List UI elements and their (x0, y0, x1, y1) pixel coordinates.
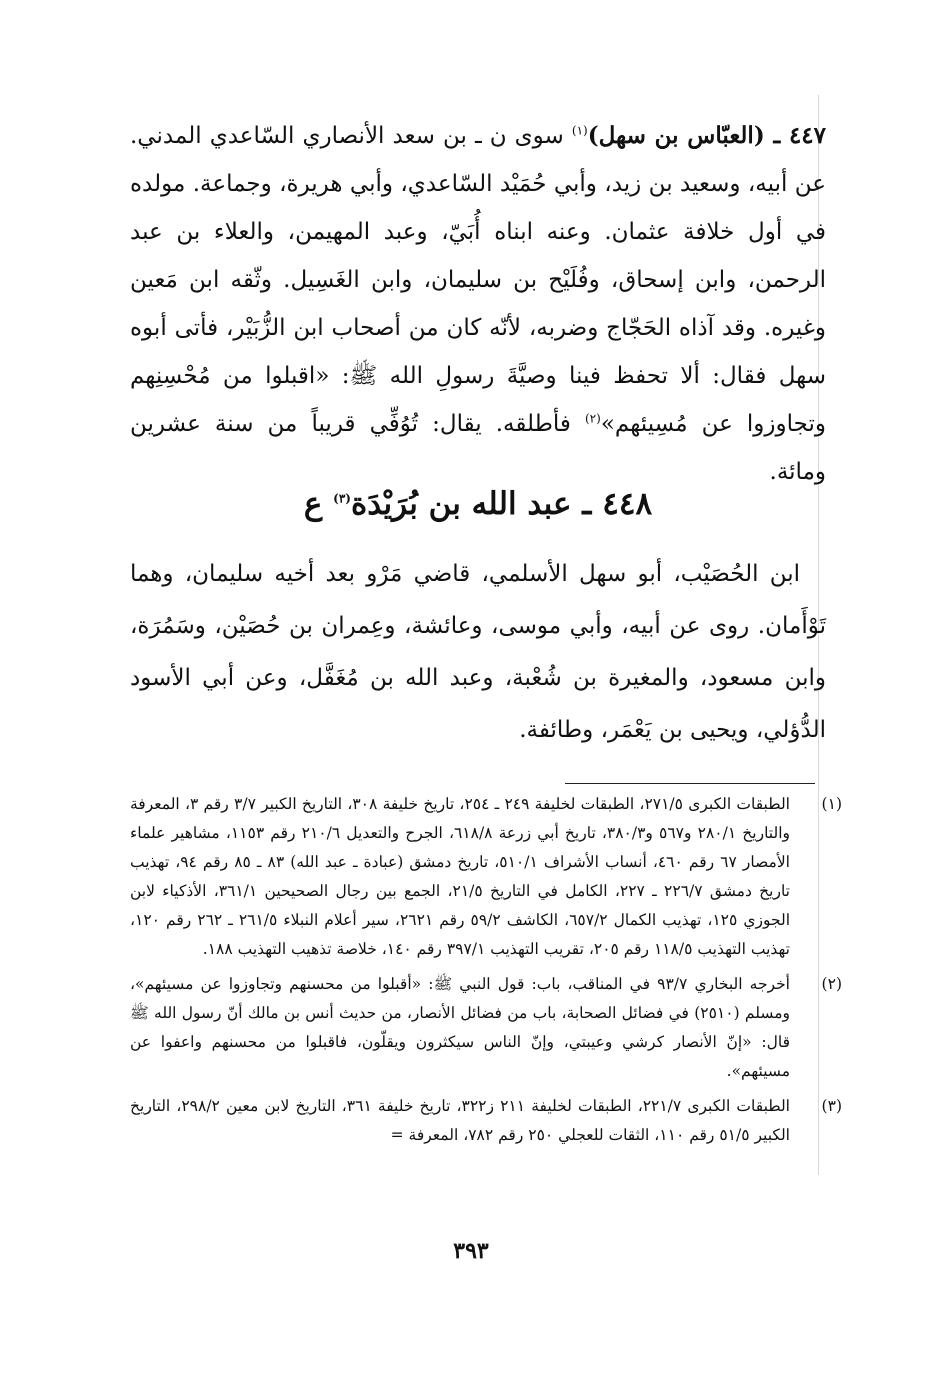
footnote-2-number: (٢) (821, 975, 842, 993)
entry-447-quote-footnote-ref[interactable]: (٢) (584, 411, 601, 426)
entry-448-heading (130, 478, 826, 530)
page-number: ٣٩٣ (453, 1238, 489, 1264)
footnote-1-text: الطبقات الكبرى ٢٧١/٥، الطبقات لخليفة ٢٤٩ ـ ٢٥٤، تاريخ خليفة ٣٠٨، التاريخ الكبير ٣/٧ رقم ٣، المعرفة والتاريخ ٢٨٠/١ و٥٦٧ و٣٨٠/٣، تاريخ أبي زرعة ٦١٨/٨، الجرح والتعديل ٢١٠/٦ رقم ١١٥٣، مشاهير علماء الأمصار ٦٧ رقم ٤٦٠، أنساب الأشراف ٥١٠/١، تاريخ دمشق (عبادة ـ عبد الله) ٨٣ ـ ٨٥ رقم ٩٤، تهذيب تاريخ دمشق ٢٢٦/٧ ـ ٢٢٧، الكامل في التاريخ ٢١/٥، الجمع بين رجال الصحيحين ٣٦١/١، الأذكياء لابن الجوزي ١٢٥، تهذيب الكمال ٦٥٧/٢، الكاشف ٥٩/٢ رقم ٢٦٢١، سير أعلام النبلاء ٢٦١/٥ ـ ٢٦٢ رقم ١٢٠، تهذيب التهذيب ١١٨/٥ رقم ٢٠٥، تقريب التهذيب ٣٩٧/١ رقم ١٤٠، خلاصة تذهيب التهذيب ١٨٨. (130, 795, 791, 958)
entry-447-heading-footnote-ref[interactable]: (١) (571, 123, 588, 138)
entry-447 (130, 112, 826, 496)
footnote-3-text: الطبقات الكبرى ٢٢١/٧، الطبقات لخليفة ٢١١ ز٣٢٢، تاريخ خليفة ٣٦١، التاريخ لابن معين ٢٩٨/٢، التاريخ الكبير ٥١/٥ رقم ١١٠، الثقات للعجلي ٢٥٠ رقم ٧٨٢، المعرفة = (130, 1097, 790, 1144)
footnote-2 (130, 970, 842, 1086)
entry-447-heading: ٤٤٧ ـ (العبّاس بن سهل) (587, 122, 826, 149)
entry-447-text-part-1: سوى ن ـ بن سعد الأنصاري السّاعدي المدني. عن أبيه، وسعيد بن زيد، وأبي حُمَيْد السّاعدي، وأبي هريرة، وجماعة. مولده في أول خلافة عثمان. وعنه ابناه أُبَيّ، وعبد المهيمن، والعلاء بن عبد الرحمن، وابن إسحاق، وفُلَيْح بن سليمان، وابن الغَسِيل. وثّقه ابن مَعين وغيره. وقد آذاه الحَجّاج وضربه، لأنّه كان من أصحاب ابن الزُّبَيْر، فأتى أبوه سهل فقال: ألا تحفظ فينا وصيَّةَ رسولِ الله ﷺ: «اقبلوا من مُحْسِنِهم وتجاوزوا عن مُسِيئهم» (130, 123, 826, 437)
footnote-3-number: (٣) (821, 1097, 842, 1115)
entry-447-text-part-2: فأطلقه. يقال: تُوُفِّي قريباً من سنة عشرين ومائة. (130, 411, 826, 485)
footnote-2-text: أخرجه البخاري ٩٣/٧ في المناقب، باب: قول النبي ﷺ: «أقبلوا من محسنهم وتجاوزوا عن مسيئهم»، ومسلم (٢٥١٠) في فضائل الصحابة، باب من فضائل الأنصار، من حديث أنس بن مالك أنّ رسول الله ﷺ قال: «إنّ الأنصار كرشي وعيبتي، وإنّ الناس سيكثرون ويقلّون، فاقبلوا من محسنهم واعفوا عن مسيئهم». (130, 975, 790, 1080)
entry-448-heading-footnote-ref[interactable]: (٣) (333, 491, 351, 506)
footnote-1-number: (١) (821, 795, 842, 813)
footnote-separator (565, 783, 815, 784)
footnote-1 (130, 790, 842, 964)
entry-448-body: ابن الحُصَيْب، أبو سهل الأسلمي، قاضي مَرْو بعد أخيه سليمان، وهما تَوْأَمان. روى عن أبيه، وأبي موسى، وعائشة، وعِمران بن حُصَيْن، وسَمُرَة، وابن مسعود، والمغيرة بن شُعْبة، وعبد الله بن مُغَفَّل، وعن أبي الأسود الدُّؤلي، ويحيى بن يَعْمَر، وطائفة. (130, 561, 826, 743)
footnote-3 (130, 1092, 842, 1150)
entry-448-heading-suffix: ع (303, 486, 334, 522)
entry-448-heading-text: ٤٤٨ ـ عبد الله بن بُرَيْدَة (350, 486, 653, 522)
footnotes (130, 790, 842, 1156)
